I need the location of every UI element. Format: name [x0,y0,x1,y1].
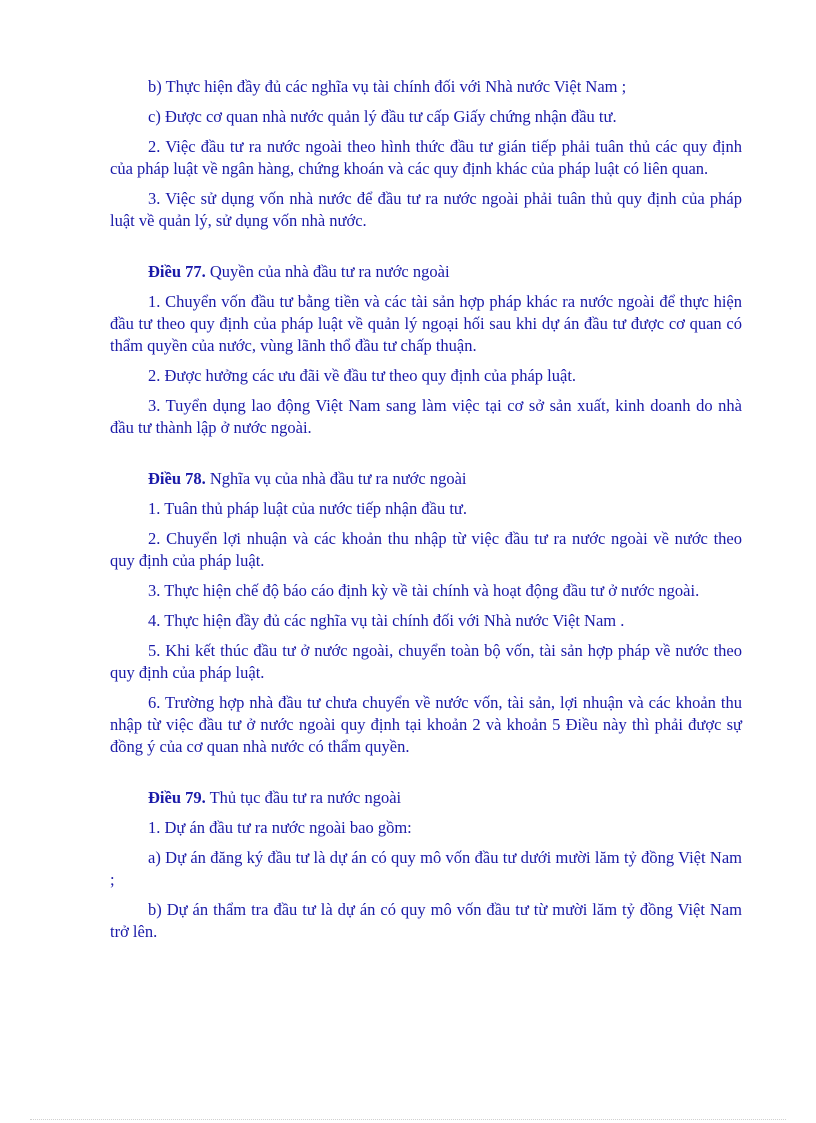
page-bottom-divider [30,1119,786,1120]
paragraph: 1. Dự án đầu tư ra nước ngoài bao gồm: [148,818,412,837]
article-77-title: Quyền của nhà đầu tư ra nước ngoài [209,262,450,281]
paragraph: b) Dự án thẩm tra đầu tư là dự án có quy mô vốn đầu tư từ mười lăm tỷ đồng Việt Nam trở lên. [110,900,742,941]
article-77-heading [110,261,742,283]
paragraph: c) Được cơ quan nhà nước quản lý đầu tư cấp Giấy chứng nhận đầu tư. [148,107,617,126]
paragraph: 3. Tuyển dụng lao động Việt Nam sang làm việc tại cơ sở sản xuất, kinh doanh do nhà đầu tư thành lập ở nước ngoài. [110,396,742,437]
paragraph: 2. Chuyển lợi nhuận và các khoản thu nhập từ việc đầu tư ra nước ngoài về nước theo quy định của pháp luật. [110,529,742,570]
paragraph: 1. Chuyển vốn đầu tư bằng tiền và các tài sản hợp pháp khác ra nước ngoài để thực hiện đầu tư theo quy định của pháp luật về quản lý ngoại hối sau khi dự án đầu tư được cơ quan có thẩm quyền của nước, vùng lãnh thổ đầu tư chấp thuận. [110,292,742,355]
paragraph: 3. Thực hiện chế độ báo cáo định kỳ về tài chính và hoạt động đầu tư ở nước ngoài. [148,581,700,600]
paragraph: 5. Khi kết thúc đầu tư ở nước ngoài, chuyển toàn bộ vốn, tài sản hợp pháp về nước theo quy định của pháp luật. [110,641,742,682]
article-78-number: Điều 78. [148,469,206,488]
article-79-heading [110,787,742,809]
document-body [110,76,742,951]
paragraph: 1. Tuân thủ pháp luật của nước tiếp nhận đầu tư. [148,499,467,518]
paragraph: 2. Được hưởng các ưu đãi về đầu tư theo quy định của pháp luật. [148,366,577,385]
article-79-number: Điều 79. [148,788,206,807]
paragraph: 2. Việc đầu tư ra nước ngoài theo hình thức đầu tư gián tiếp phải tuân thủ các quy định của pháp luật về ngân hàng, chứng khoán và các quy định khác của pháp luật có liên quan. [110,137,742,178]
paragraph: a) Dự án đăng ký đầu tư là dự án có quy mô vốn đầu tư dưới mười lăm tỷ đồng Việt Nam ; [110,848,742,889]
paragraph: 6. Trường hợp nhà đầu tư chưa chuyển về nước vốn, tài sản, lợi nhuận và các khoản thu nhập từ việc đầu tư ở nước ngoài quy định tại khoản 2 và khoản 5 Điều này thì phải được sự đồng ý của cơ quan nhà nước có thẩm quyền. [110,693,742,756]
article-78-title: Nghĩa vụ của nhà đầu tư ra nước ngoài [209,469,467,488]
paragraph: b) Thực hiện đầy đủ các nghĩa vụ tài chính đối với Nhà nước Việt Nam ; [148,77,627,96]
article-78-heading [110,468,742,490]
paragraph: 3. Việc sử dụng vốn nhà nước để đầu tư ra nước ngoài phải tuân thủ quy định của pháp luật về quản lý, sử dụng vốn nhà nước. [110,189,742,230]
article-79-title: Thủ tục đầu tư ra nước ngoài [209,788,402,807]
article-77-number: Điều 77. [148,262,206,281]
paragraph: 4. Thực hiện đầy đủ các nghĩa vụ tài chính đối với Nhà nước Việt Nam . [148,611,625,630]
